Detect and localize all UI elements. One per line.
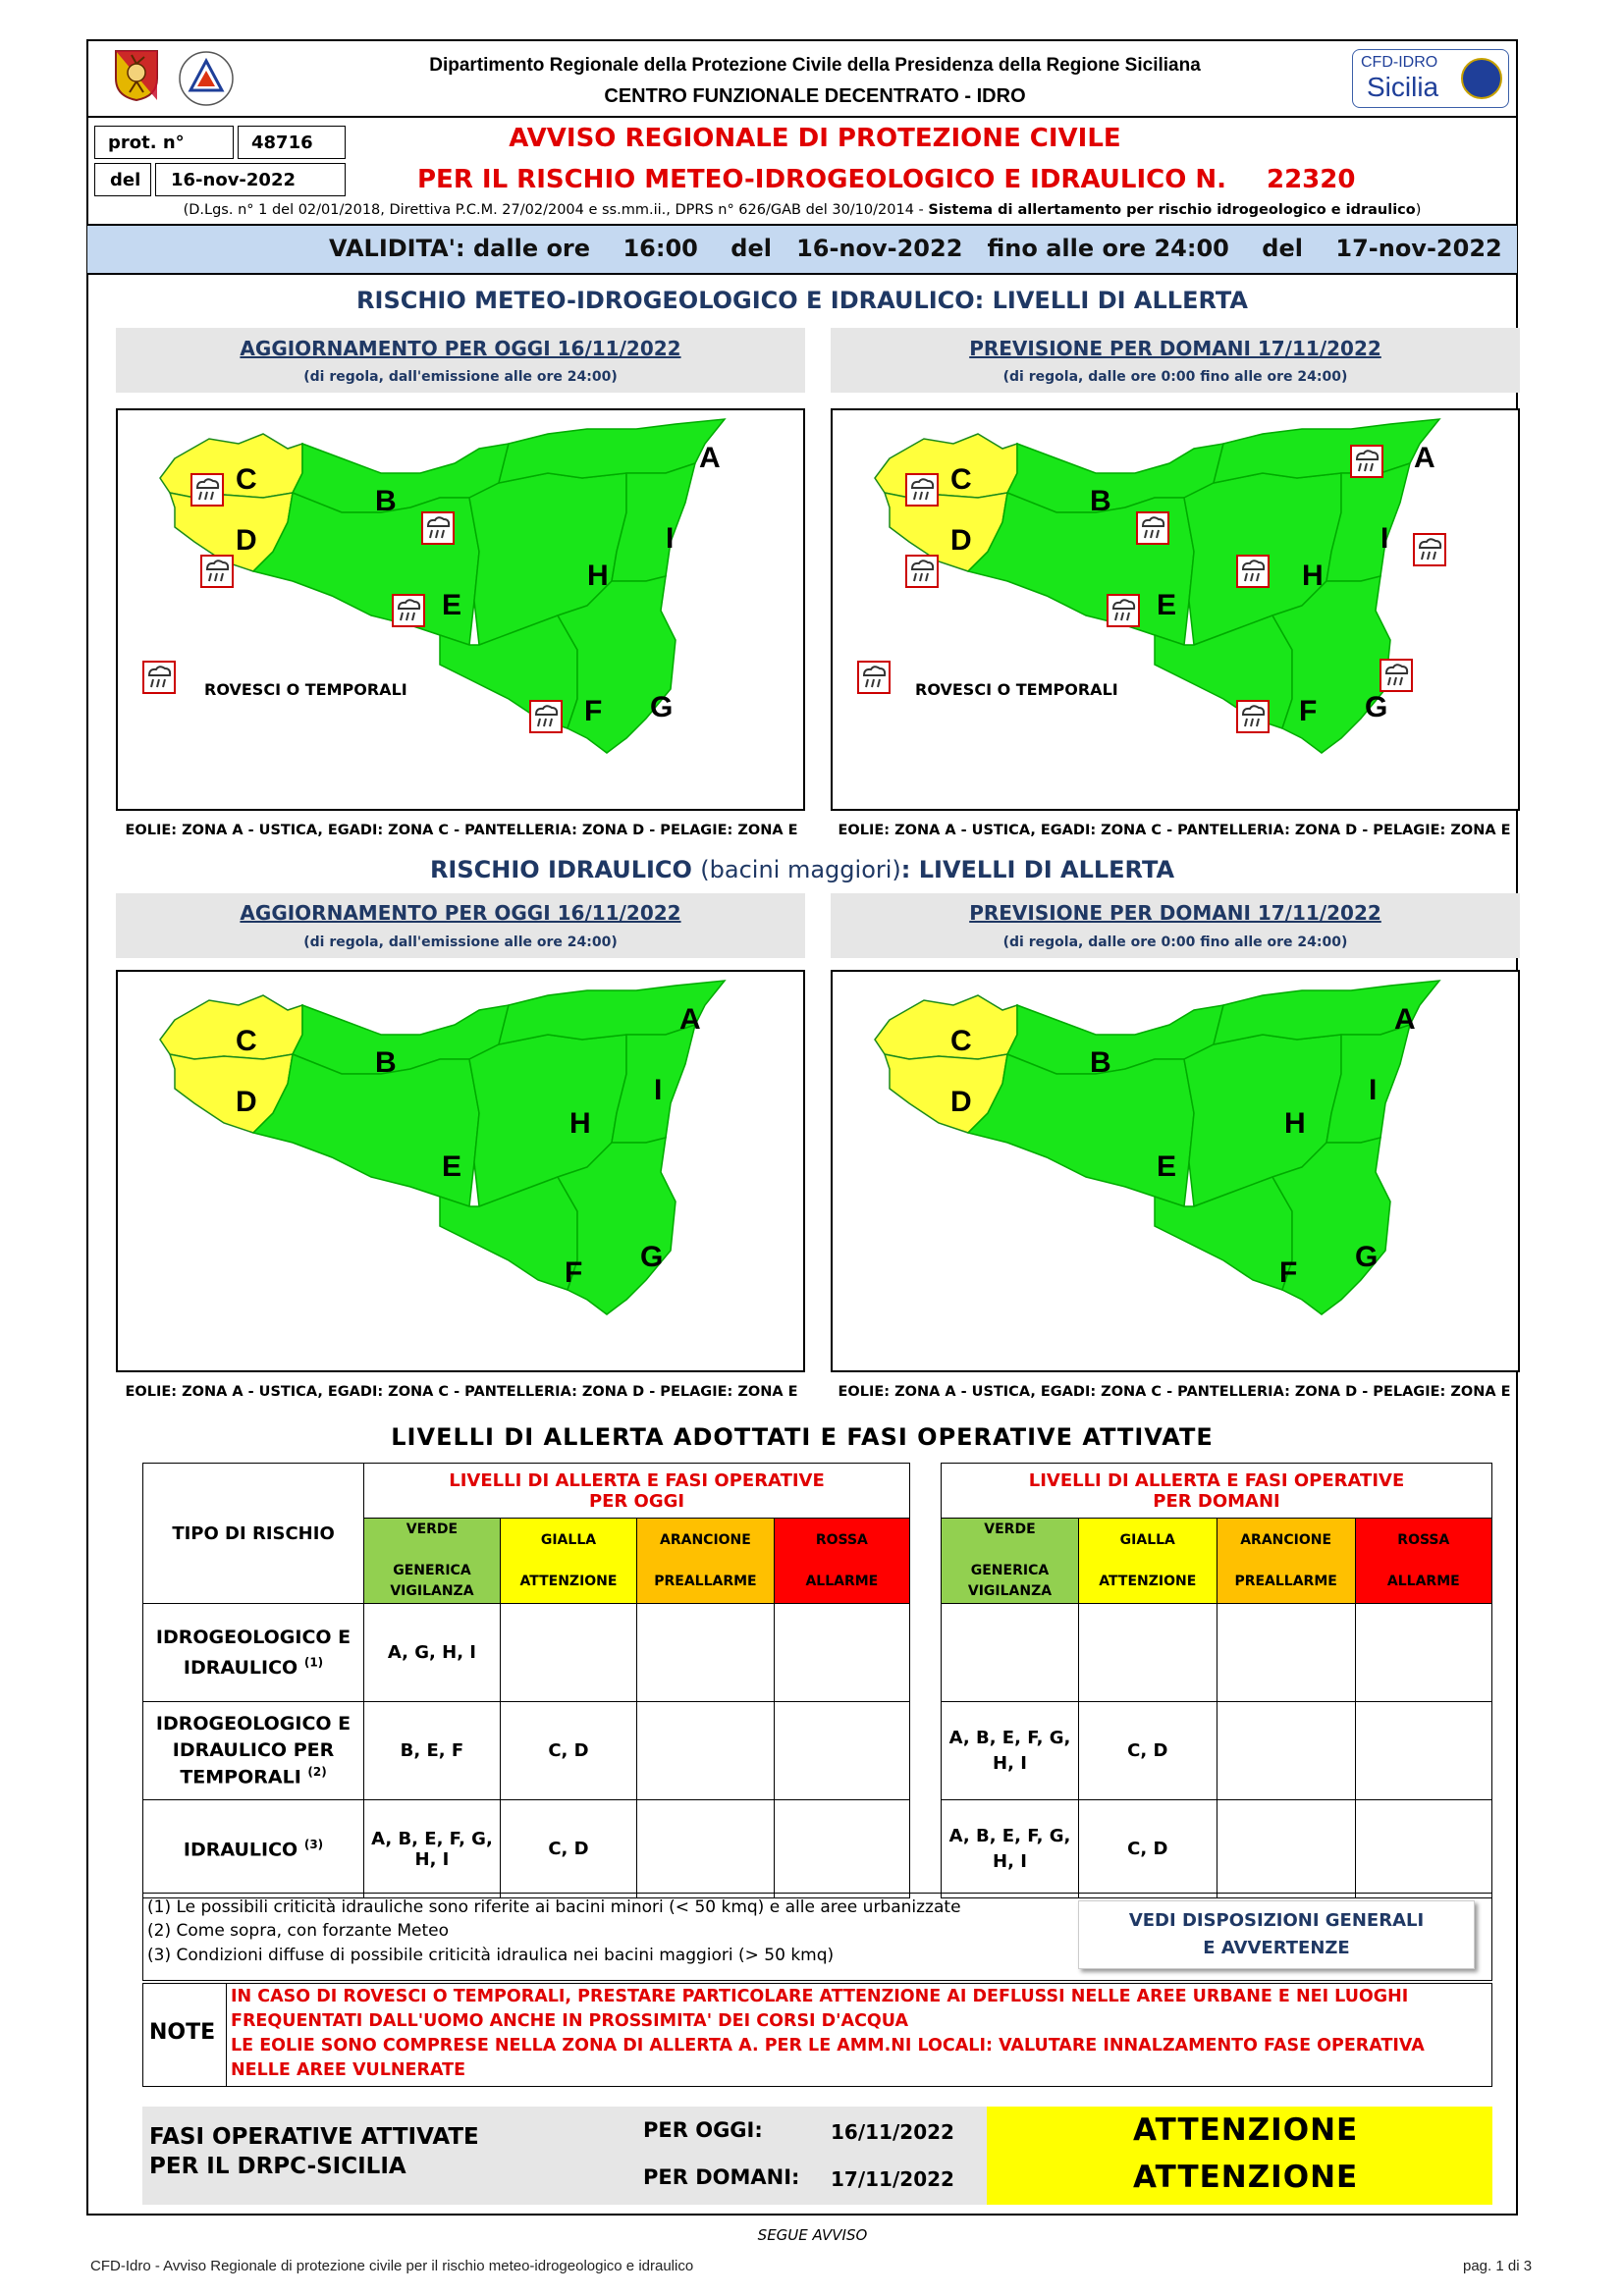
zone-label-I: I [1380,522,1389,555]
zone-label-H: H [569,1107,591,1140]
legend-storm-icon [143,662,175,693]
cfd-emblem-icon [1461,58,1502,99]
center-title: CENTRO FUNZIONALE DECENTRATO - IDRO [604,85,1026,107]
zone-C-area [160,434,302,498]
footnote-2: (2) Come sopra, con forzante Meteo [147,1921,450,1941]
zone-label-B: B [1090,1046,1111,1079]
s2-map-today [116,970,805,1372]
legend-storm-icon [858,662,890,693]
row2-verde: B, E, F [364,1702,501,1800]
zone-C-area [160,995,302,1059]
row1-arancione-tomorrow [1217,1604,1355,1702]
zone-label-G: G [650,691,674,723]
s1-left-head: AGGIORNAMENTO PER OGGI 16/11/2022 [240,337,681,360]
legend-label: ROVESCI O TEMPORALI [204,680,407,699]
zone-C-area [875,434,1017,498]
zone-label-G: G [1365,691,1388,723]
note-line-3: LE EOLIE SONO COMPRESE NELLA ZONA DI ALLERTA A. PER LE AMM.NI LOCALI: VALUTARE INNALZAMENTO FASE OPERATIVA [231,2036,1425,2056]
zone-label-F: F [1299,695,1318,727]
fasi-domani-value: ATTENZIONE [1133,2160,1359,2195]
fasi-title-1: FASI OPERATIVE ATTIVATE [149,2124,479,2150]
zone-label-E: E [1157,1150,1177,1183]
zone-label-G: G [1355,1241,1379,1273]
zone-label-H: H [1284,1107,1306,1140]
tipo-header: TIPO DI RISCHIO [143,1464,364,1604]
row1-gialla [500,1604,636,1702]
zone-label-D: D [950,1086,972,1118]
note-label: NOTE [149,2020,216,2045]
s1-left-sub: (di regola, dall'emissione alle ore 24:00) [303,369,618,385]
zone-label-F: F [565,1256,583,1289]
row3-rossa [774,1800,909,1898]
storm-icon [1137,512,1168,544]
zone-label-F: F [1279,1256,1298,1289]
row2-rossa-tomorrow [1355,1702,1491,1800]
zone-C-area [875,995,1017,1059]
row1-verde: A, G, H, I [364,1604,501,1702]
row1-verde-tomorrow [942,1604,1079,1702]
storm-icon [906,474,938,506]
storm-icon [530,701,562,732]
row3-rossa-tomorrow [1355,1800,1491,1898]
prot-value: 48716 [251,133,313,153]
sicily-map [833,410,1518,809]
note-line-2: FREQUENTATI DALL'UOMO ANCHE IN PROSSIMITA' DEI CORSI D'ACQUA [231,2011,909,2031]
gialla-head: GIALLA ATTENZIONE [500,1519,636,1604]
cfd-logo-bottom: Sicilia [1367,72,1439,102]
verde-head: VERDE GENERICA VIGILANZA [942,1519,1079,1604]
zone-label-H: H [1302,560,1324,592]
del-value: 16-nov-2022 [171,170,297,190]
zone-label-A: A [699,442,721,474]
row2-gialla: C, D [500,1702,636,1800]
storm-icon [1108,595,1139,626]
validity-line: VALIDITA': dalle ore 16:00 del 16-nov-2022 fino alle ore 24:00 del 17-nov-2022 [329,235,1502,262]
storm-icon [1380,660,1412,691]
storm-icon [1351,446,1382,477]
row2-arancione-tomorrow [1217,1702,1355,1800]
legal-reference: (D.Lgs. n° 1 del 02/01/2018, Direttiva P.C.M. 27/02/2004 e ss.mm.ii., DPRS n° 626/GAB del 30/10/2014 - Sistema di allertamento per rischio idrogeologico e idraulico) [183,202,1422,218]
s1-right-sub: (di regola, dalle ore 0:00 fino alle ore 24:00) [1002,369,1348,385]
s1-islands-right: EOLIE: ZONA A - USTICA, EGADI: ZONA C - PANTELLERIA: ZONA D - PELAGIE: ZONA E [838,823,1511,838]
zone-label-C: C [236,1025,257,1057]
s1-islands-left: EOLIE: ZONA A - USTICA, EGADI: ZONA C - PANTELLERIA: ZONA D - PELAGIE: ZONA E [125,823,798,838]
row2-rossa [774,1702,909,1800]
storm-icon [191,474,223,506]
row1-rossa-tomorrow [1355,1604,1491,1702]
arancione-head: ARANCIONE PREALLARME [637,1519,775,1604]
levels-table-tomorrow [941,1463,1492,1898]
fasi-oggi-label: PER OGGI: [643,2118,763,2142]
row3-label: IDRAULICO $^{(3)}$ [143,1800,364,1898]
row3-arancione-tomorrow [1217,1800,1355,1898]
row3-verde-tomorrow: A, B, E, F, G, H, I [942,1800,1079,1898]
levels-table-today [142,1463,910,1898]
s2-right-sub: (di regola, dalle ore 0:00 fino alle ore 24:00) [1002,934,1348,950]
s2-left-sub: (di regola, dall'emissione alle ore 24:00) [303,934,618,950]
footer-left: CFD-Idro - Avviso Regionale di protezione civile per il rischio meteo-idrogeologico e idraulico [90,2258,694,2274]
note-line-1: IN CASO DI ROVESCI O TEMPORALI, PRESTARE PARTICOLARE ATTENZIONE AI DEFLUSSI NELLE AREE URBANE E NEI LUOGHI [231,1987,1409,2006]
zone-label-B: B [375,485,397,517]
zone-label-E: E [442,1150,462,1183]
s2-map-tomorrow [831,970,1520,1372]
row1-label: IDROGEOLOGICO E IDRAULICO $^{(1)}$ [143,1604,364,1702]
zone-label-A: A [1414,442,1435,474]
zone-label-D: D [950,524,972,557]
row1-rossa [774,1604,909,1702]
zone-label-A: A [679,1003,701,1036]
segue-avviso: SEGUE AVVISO [757,2226,868,2244]
section2-title: RISCHIO IDRAULICO (bacini maggiori): LIVELLI DI ALLERTA [429,856,1175,883]
avviso-number: 22320 [1267,165,1356,194]
zone-label-A: A [1394,1003,1416,1036]
rossa-head: ROSSA ALLARME [1355,1519,1491,1604]
zone-label-B: B [1090,485,1111,517]
fasi-oggi-date: 16/11/2022 [831,2120,954,2144]
dept-title: Dipartimento Regionale della Protezione Civile della Presidenza della Regione Siciliana [429,55,1201,76]
storm-icon [906,556,938,587]
zone-label-C: C [950,463,972,496]
rossa-head: ROSSA ALLARME [774,1519,909,1604]
storm-icon [1237,701,1269,732]
fasi-domani-label: PER DOMANI: [643,2165,800,2189]
storm-icon [201,556,233,587]
zone-label-H: H [587,560,609,592]
row2-gialla-tomorrow: C, D [1078,1702,1217,1800]
civil-protection-logo [177,49,236,108]
del-label: del [110,170,141,190]
levels-title: LIVELLI DI ALLERTA ADOTTATI E FASI OPERATIVE ATTIVATE [391,1423,1214,1451]
zone-label-I: I [654,1074,663,1106]
row2-arancione [637,1702,775,1800]
gialla-head: GIALLA ATTENZIONE [1078,1519,1217,1604]
legend-label: ROVESCI O TEMPORALI [915,680,1118,699]
vedi-disposizioni-button[interactable]: VEDI DISPOSIZIONI GENERALI E AVVERTENZE [1078,1900,1475,1969]
s1-map-today [116,408,805,811]
row3-arancione [637,1800,775,1898]
zone-label-E: E [1157,589,1177,621]
row1-arancione [637,1604,775,1702]
row1-gialla-tomorrow [1078,1604,1217,1702]
zone-label-D: D [236,1086,257,1118]
footnote-3: (3) Condizioni diffuse di possibile criticità idraulica nei bacini maggiori (> 50 kmq) [147,1946,835,1965]
storm-icon [1414,534,1445,565]
row3-verde: A, B, E, F, G, H, I [364,1800,501,1898]
sicily-map [833,972,1518,1370]
row3-gialla: C, D [500,1800,636,1898]
zone-label-D: D [236,524,257,557]
fasi-oggi-value: ATTENZIONE [1133,2112,1359,2148]
zone-label-F: F [584,695,603,727]
today-header: LIVELLI DI ALLERTA E FASI OPERATIVE PER OGGI [364,1464,910,1519]
s2-right-head: PREVISIONE PER DOMANI 17/11/2022 [969,901,1381,925]
zone-label-B: B [375,1046,397,1079]
footnote-1: (1) Le possibili criticità idrauliche sono riferite ai bacini minori (< 50 kmq) e alle aree urbanizzate [147,1897,961,1917]
arancione-head: ARANCIONE PREALLARME [1217,1519,1355,1604]
s2-islands-right: EOLIE: ZONA A - USTICA, EGADI: ZONA C - PANTELLERIA: ZONA D - PELAGIE: ZONA E [838,1384,1511,1400]
avviso-title: AVVISO REGIONALE DI PROTEZIONE CIVILE [509,124,1121,153]
s2-left-head: AGGIORNAMENTO PER OGGI 16/11/2022 [240,901,681,925]
note-line-4: NELLE AREE VULNERATE [231,2060,466,2080]
row2-label: IDROGEOLOGICO E IDRAULICO PER TEMPORALI $^{(2)}$ [143,1702,364,1800]
verde-head: VERDE GENERICA VIGILANZA [364,1519,501,1604]
fasi-domani-date: 17/11/2022 [831,2167,954,2191]
section1-title: RISCHIO METEO-IDROGEOLOGICO E IDRAULICO: LIVELLI DI ALLERTA [356,287,1248,314]
s1-map-tomorrow [831,408,1520,811]
footer-right: pag. 1 di 3 [1463,2258,1533,2274]
storm-icon [1237,556,1269,587]
s2-islands-left: EOLIE: ZONA A - USTICA, EGADI: ZONA C - PANTELLERIA: ZONA D - PELAGIE: ZONA E [125,1384,798,1400]
storm-icon [393,595,424,626]
region-logo [112,49,161,102]
row2-verde-tomorrow: A, B, E, F, G, H, I [942,1702,1079,1800]
zone-label-C: C [236,463,257,496]
cfd-logo [1352,49,1509,108]
zone-label-I: I [666,522,675,555]
cfd-logo-top: CFD-IDRO [1361,54,1438,71]
zone-label-G: G [640,1241,664,1273]
fasi-title-2: PER IL DRPC-SICILIA [149,2154,406,2179]
zone-label-C: C [950,1025,972,1057]
prot-label: prot. n° [108,133,185,153]
storm-icon [422,512,454,544]
tomorrow-header: LIVELLI DI ALLERTA E FASI OPERATIVE PER DOMANI [942,1464,1492,1519]
sicily-map [118,972,803,1370]
zone-label-I: I [1369,1074,1378,1106]
row3-gialla-tomorrow: C, D [1078,1800,1217,1898]
s1-right-head: PREVISIONE PER DOMANI 17/11/2022 [969,337,1381,360]
avviso-subtitle: PER IL RISCHIO METEO-IDROGEOLOGICO E IDRAULICO N. [417,165,1226,194]
sicily-map [118,410,803,809]
zone-label-E: E [442,589,462,621]
